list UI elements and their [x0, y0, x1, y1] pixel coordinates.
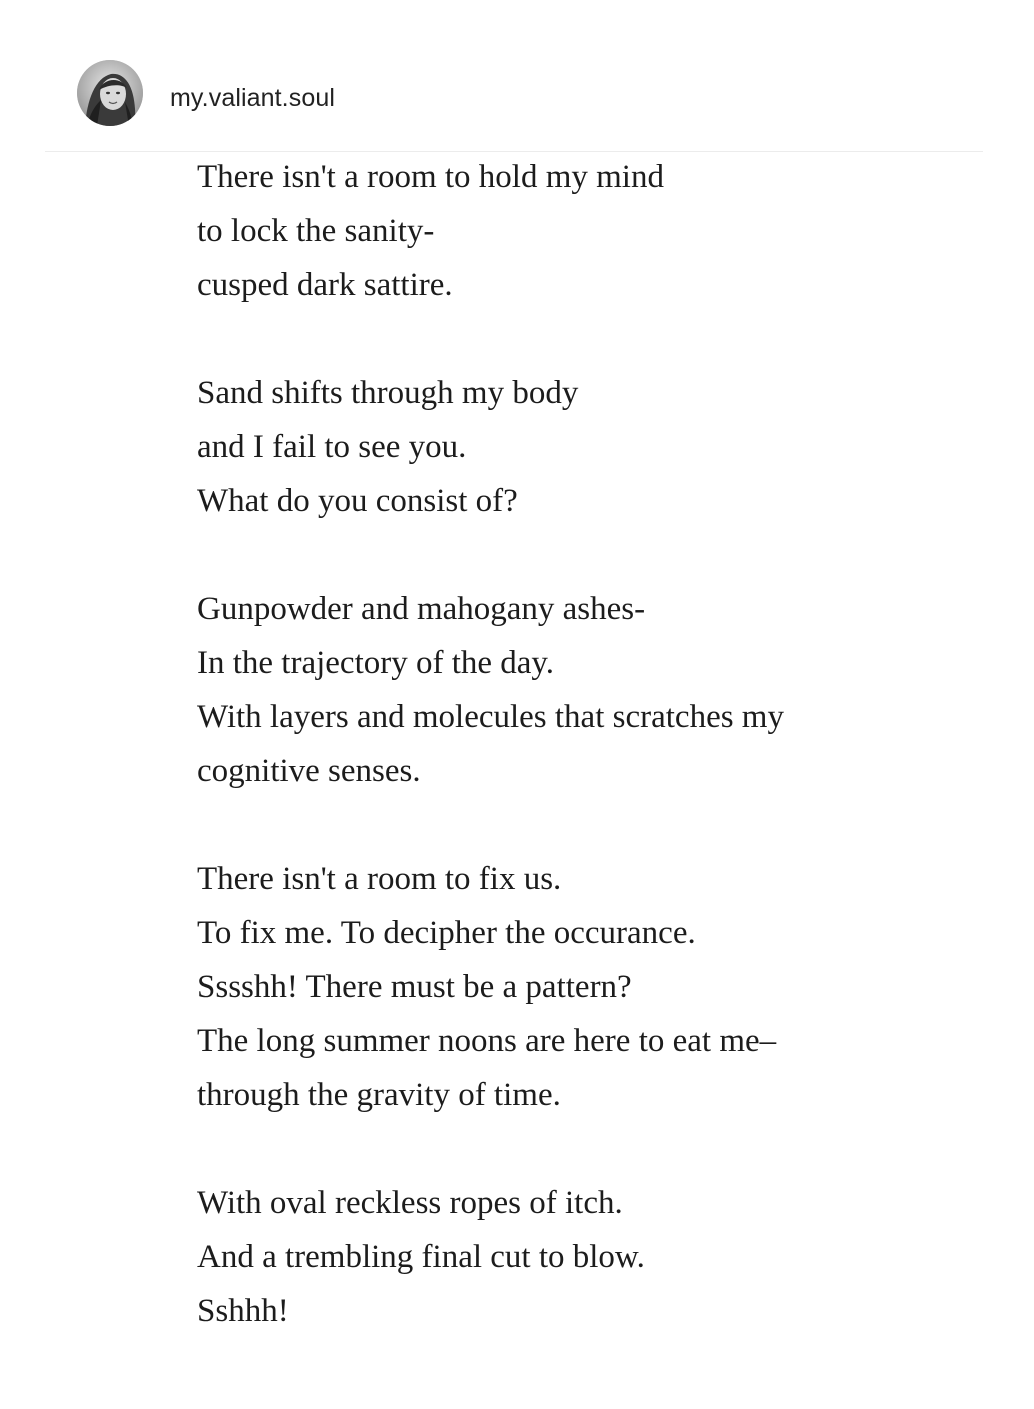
poem-line: Gunpowder and mahogany ashes- [197, 591, 646, 627]
poem-line: cognitive senses. [197, 753, 421, 789]
poem-line: With layers and molecules that scratches my [197, 699, 784, 735]
poem-line: There isn't a room to hold my mind [197, 159, 664, 195]
poem-line: What do you consist of? [197, 483, 518, 519]
profile-photo-icon [77, 60, 143, 126]
poem-line: and I fail to see you. [197, 429, 467, 465]
poem-line: Sssshh! There must be a pattern? [197, 969, 632, 1005]
poem-line: There isn't a room to fix us. [197, 861, 562, 897]
stanza-3 [197, 582, 957, 798]
poem-line: And a trembling final cut to blow. [197, 1239, 645, 1275]
poem-line: With oval reckless ropes of itch. [197, 1185, 623, 1221]
poem-line: through the gravity of time. [197, 1077, 561, 1113]
poem-line: To fix me. To decipher the occurance. [197, 915, 696, 951]
poem-line: Sshhh! [197, 1293, 289, 1329]
avatar[interactable] [77, 60, 143, 126]
poem-line: Sand shifts through my body [197, 375, 579, 411]
username-link[interactable]: my.valiant.soul [170, 84, 335, 112]
stanza-5 [197, 1176, 957, 1338]
poem-body [197, 150, 957, 1392]
post-header [0, 0, 1034, 152]
poem-line: cusped dark sattire. [197, 267, 453, 303]
poem-line: The long summer noons are here to eat me– [197, 1023, 777, 1059]
poem-line: to lock the sanity- [197, 213, 435, 249]
stanza-2 [197, 366, 957, 528]
stanza-1 [197, 150, 957, 312]
stanza-4 [197, 852, 957, 1122]
poem-line: In the trajectory of the day. [197, 645, 555, 681]
